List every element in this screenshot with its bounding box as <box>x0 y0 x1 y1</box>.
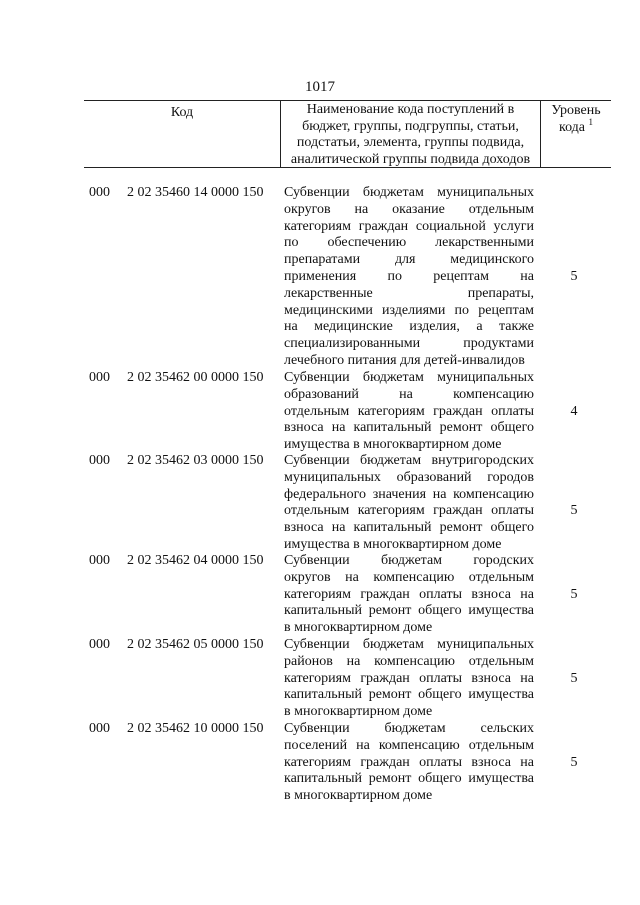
income-name-line: лекарственные препараты, <box>284 285 534 301</box>
income-name-line: специализированными продуктами <box>284 336 534 352</box>
code-level: 5 <box>570 269 578 284</box>
code-level: 5 <box>570 586 578 602</box>
income-code: 2 02 35462 03 0000 150 <box>127 453 264 468</box>
header-level-text: кода <box>558 120 586 135</box>
table-row <box>0 721 640 805</box>
code-level: 5 <box>570 503 578 519</box>
header-name <box>281 101 540 167</box>
income-group-code: 000 <box>89 553 110 568</box>
income-name-line: районов на компенсацию отдельным <box>284 653 534 669</box>
header-level <box>541 101 611 167</box>
table-row <box>0 185 640 370</box>
income-name-line: капитальный ремонт общего имущества <box>284 687 534 703</box>
income-name-line: Субвенции бюджетам муниципальных <box>284 185 534 200</box>
income-code: 2 02 35462 00 0000 150 <box>127 370 264 385</box>
income-name-line: категориям граждан оплаты взноса на <box>284 754 534 770</box>
income-name-line: категориям граждан социальной услуги <box>284 218 534 234</box>
income-name <box>284 453 534 554</box>
header-name-line: бюджет, группы, подгруппы, статьи, <box>302 118 519 134</box>
table-row <box>0 370 640 454</box>
income-name-line: федерального значения на компенсацию <box>284 486 534 502</box>
table-row <box>0 453 640 554</box>
code-level: 5 <box>570 670 578 686</box>
income-name-line: в многоквартирном доме <box>284 620 433 636</box>
income-code: 2 02 35462 05 0000 150 <box>127 637 264 652</box>
income-group-code: 000 <box>89 637 110 652</box>
income-name-line: образований на компенсацию <box>284 386 534 402</box>
page-number: 1017 <box>305 79 335 95</box>
header-name-line: Наименование кода поступлений в <box>306 102 515 117</box>
income-code: 2 02 35462 04 0000 150 <box>127 553 264 568</box>
income-name <box>284 370 534 454</box>
income-name-line: Субвенции бюджетам городских <box>284 553 534 568</box>
income-name-line: муниципальных образований городов <box>284 469 534 485</box>
income-name-line: на медицинские изделия, а также <box>284 319 534 335</box>
income-group-code: 000 <box>89 453 110 468</box>
header-code: Код <box>170 105 194 120</box>
table-header <box>84 100 611 168</box>
income-name-line: капитальный ремонт общего имущества <box>284 603 534 619</box>
header-level-line <box>541 119 611 136</box>
income-group-code: 000 <box>89 721 110 736</box>
income-name-line: категориям граждан оплаты взноса на <box>284 586 534 602</box>
income-name-line: округов на компенсацию отдельным <box>284 569 534 585</box>
income-name-line: округов на оказание отдельным <box>284 201 534 217</box>
header-name-line: аналитической группы подвида доходов <box>290 151 531 167</box>
income-name <box>284 637 534 721</box>
income-name <box>284 185 534 370</box>
header-level-line: Уровень <box>551 103 601 118</box>
code-level: 4 <box>570 403 578 419</box>
income-name-line: отдельным категориям граждан оплаты <box>284 503 534 519</box>
income-name-line: имущества в многоквартирном доме <box>284 437 502 453</box>
income-name-line: в многоквартирном доме <box>284 704 433 720</box>
income-name-line: взноса на капитальный ремонт общего <box>284 520 534 536</box>
footnote-marker: 1 <box>588 117 594 127</box>
income-group-code: 000 <box>89 185 110 200</box>
income-name-line: категориям граждан оплаты взноса на <box>284 670 534 686</box>
income-name-line: поселений на компенсацию отдельным <box>284 737 534 753</box>
income-name-line: капитальный ремонт общего имущества <box>284 771 534 787</box>
income-name-line: имущества в многоквартирном доме <box>284 536 502 552</box>
income-name-line: лечебного питания для детей-инвалидов <box>284 352 525 368</box>
income-name-line: применения по рецептам на <box>284 268 534 284</box>
income-code: 2 02 35462 10 0000 150 <box>127 721 264 736</box>
income-name-line: в многоквартирном доме <box>284 788 433 804</box>
income-name-line: Субвенции бюджетам внутригородских <box>284 453 534 468</box>
income-name-line: препаратами для медицинского <box>284 252 534 268</box>
income-name <box>284 721 534 805</box>
income-name-line: Субвенции бюджетам сельских <box>284 721 534 736</box>
income-group-code: 000 <box>89 370 110 385</box>
income-name-line: взноса на капитальный ремонт общего <box>284 420 534 436</box>
income-name-line: Субвенции бюджетам муниципальных <box>284 370 534 385</box>
income-name-line: Субвенции бюджетам муниципальных <box>284 637 534 652</box>
header-name-line: подстатьи, элемента, группы подвида, <box>296 135 525 150</box>
income-name-line: по обеспечению лекарственными <box>284 235 534 251</box>
code-level: 5 <box>570 754 578 770</box>
income-name <box>284 553 534 637</box>
income-name-line: медицинскими изделиями по рецептам <box>284 302 534 318</box>
table-row <box>0 637 640 721</box>
table-row <box>0 553 640 637</box>
income-code: 2 02 35460 14 0000 150 <box>127 185 264 200</box>
income-name-line: отдельным категориям граждан оплаты <box>284 403 534 419</box>
